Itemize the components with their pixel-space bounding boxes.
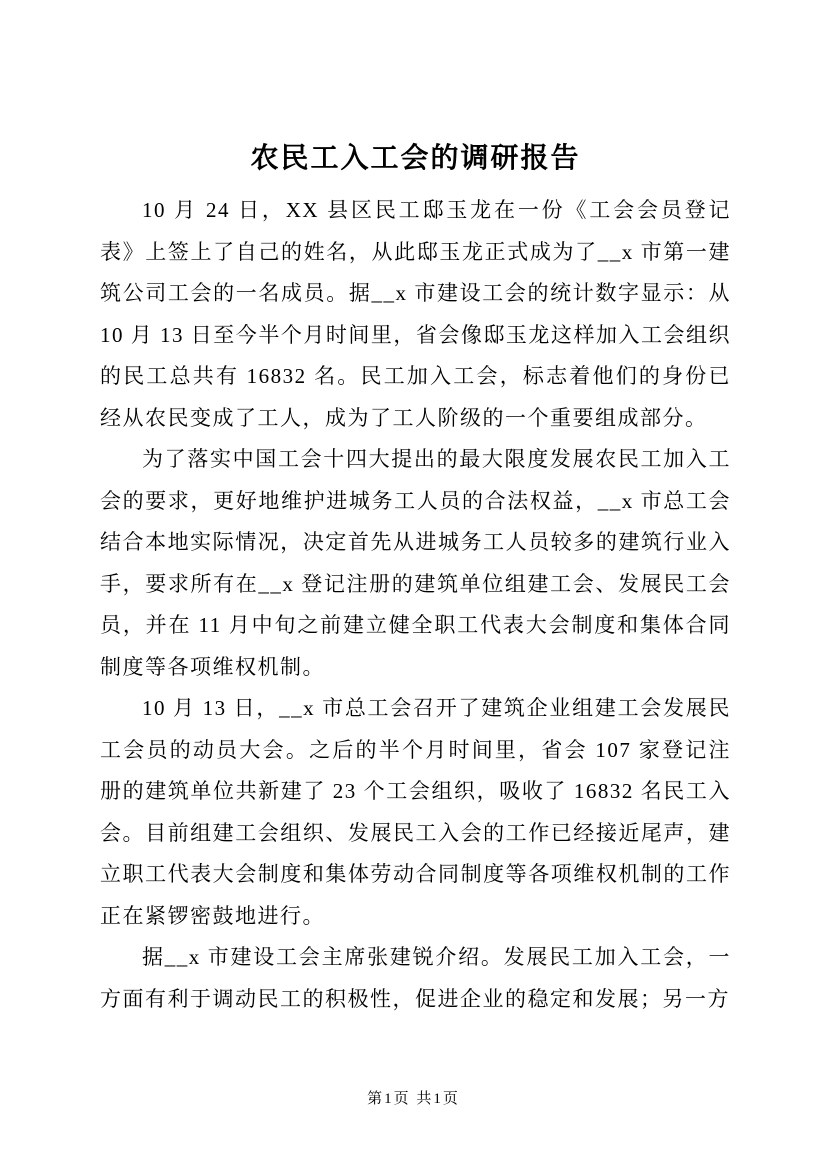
document-title: 农民工入工会的调研报告 — [250, 143, 581, 174]
paragraph: 10 月 24 日，XX 县区民工邸玉龙在一份《工会会员登记表》上签上了自己的姓名，从此邸玉龙正式成为了__x 市第一建筑公司工会的一名成员。据__x 市建设工会的统计数字显示：从 10 月 13 日至今半个月时间里，省会像邸玉龙这样加入工会组织的民工总共有 16832 名。民工加入工会，标志着他们的身份已经从农民变成了工人，成为了工人阶级的一个重要组成部分。 — [100, 198, 731, 430]
paragraph: 为了落实中国工会十四大提出的最大限度发展农民工加入工会的要求，更好地维护进城务工人员的合法权益，__x 市总工会结合本地实际情况，决定首先从进城务工人员较多的建筑行业入手，要求所有在__x 登记注册的建筑单位组建工会、发展民工会员，并在 11 月中旬之前建立健全职工代表大会制度和集体合同制度等各项维权机制。 — [100, 447, 731, 679]
paragraph: 10 月 13 日，__x 市总工会召开了建筑企业组建工会发展民工会员的动员大会。之后的半个月时间里，省会 107 家登记注册的建筑单位共新建了 23 个工会组织，吸收了 16832 名民工入会。目前组建工会组织、发展民工入会的工作已经接近尾声，建立职工代表大会制度和集体劳动合同制度等各项维权机制的工作正在紧锣密鼓地进行。 — [100, 696, 731, 928]
page-footer: 第1页 共1页 — [367, 1091, 460, 1107]
paragraph: 据__x 市建设工会主席张建锐介绍。发展民工加入工会，一方面有利于调动民工的积极性，促进企业的稳定和发展；另一方 — [100, 945, 731, 1011]
document-body — [100, 190, 731, 1020]
